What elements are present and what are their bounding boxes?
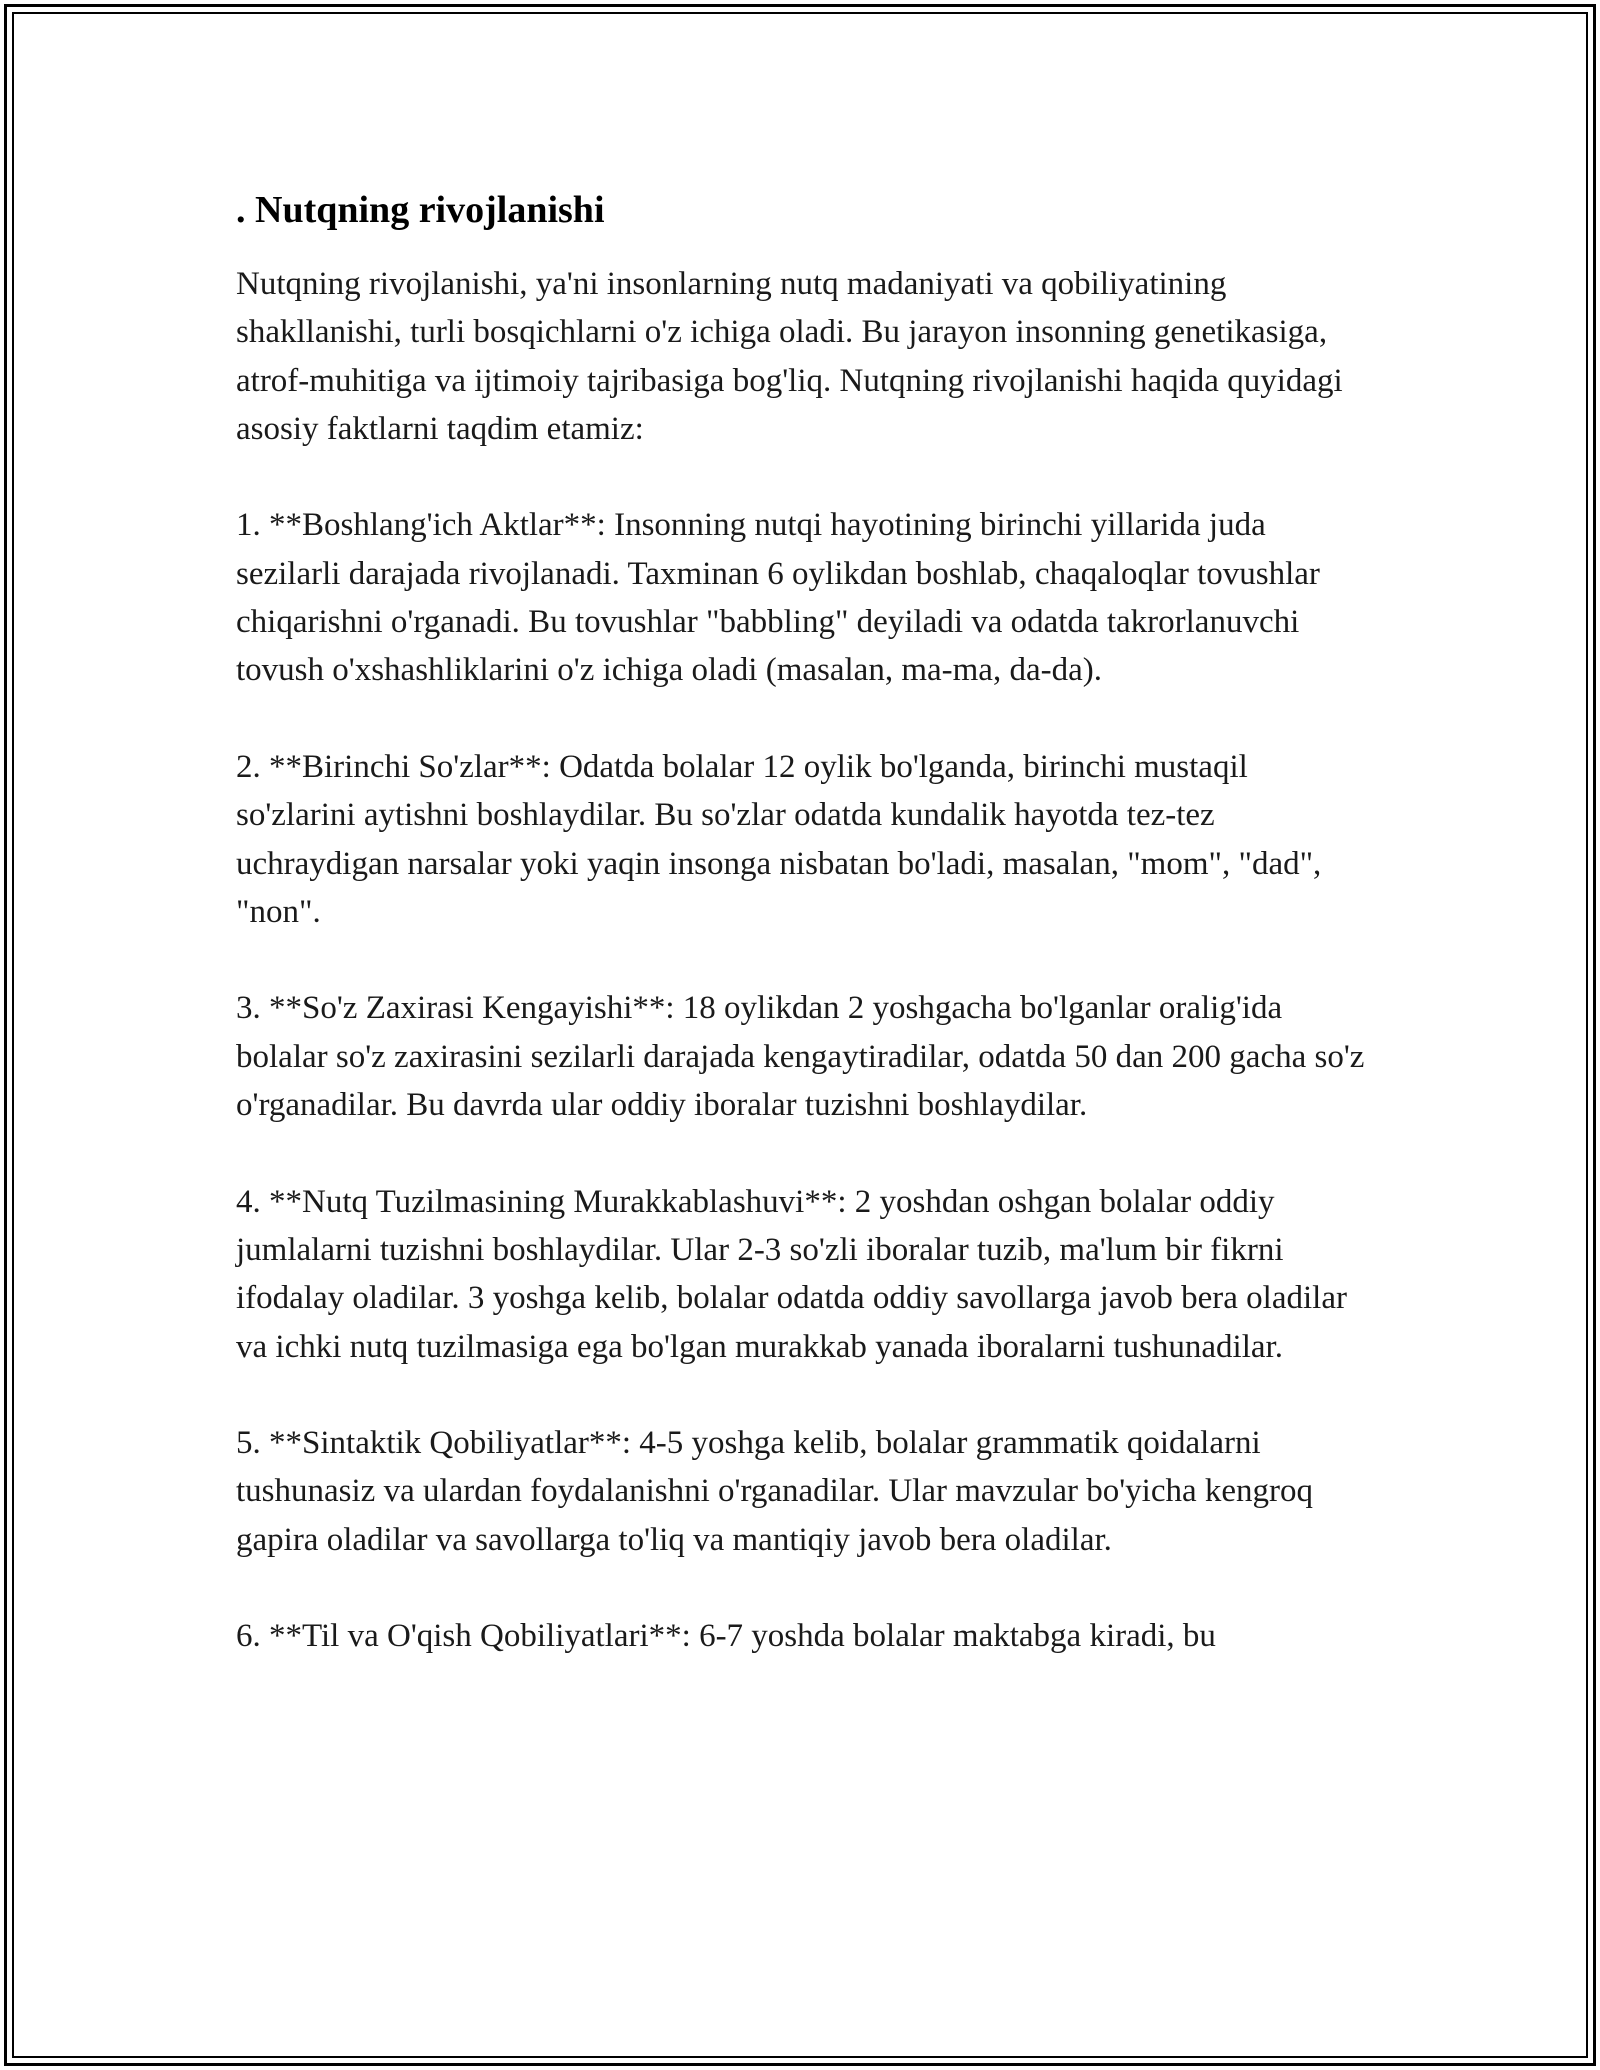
list-item-6: 6. **Til va O'qish Qobiliyatlari**: 6-7 yoshda bolalar maktabga kiradi, bu <box>236 1618 1216 1655</box>
document-body <box>236 186 1366 1709</box>
list-item-1: 1. **Boshlang'ich Aktlar**: Insonning nutqi hayotining birinchi yillarida juda sezilarli darajada rivojlanadi. Taxminan 6 oylikdan boshlab, chaqaloqlar tovushlar chiqarishni o'rganadi. Bu tovushlar "babbling" deyiladi va odatda takrorlanuvchi tovush o'xshashliklarini o'z ichiga oladi (masalan, ma-ma, da-da). <box>236 507 1320 689</box>
intro-paragraph: Nutqning rivojlanishi, ya'ni insonlarning nutq madaniyati va qobiliyatining shakllanishi, turli bosqichlarni o'z ichiga oladi. Bu jarayon insonning genetikasiga, atrof-muhitiga va ijtimoiy tajribasiga bog'liq. Nutqning rivojlanishi haqida quyidagi asosiy faktlarni taqdim etamiz: <box>236 266 1343 447</box>
list-item-5: 5. **Sintaktik Qobiliyatlar**: 4-5 yoshga kelib, bolalar grammatik qoidalarni tushunasiz va ulardan foydalanishni o'rganadilar. Ular mavzular bo'yicha kengroq gapira oladilar va savollarga to'liq va mantiqiy javob bera oladilar. <box>236 1425 1314 1558</box>
document-title: . Nutqning rivojlanishi <box>236 189 605 231</box>
list-item-4: 4. **Nutq Tuzilmasining Murakkablashuvi**: 2 yoshdan oshgan bolalar oddiy jumlalarni tuzishni boshlaydilar. Ular 2-3 so'zli iboralar tuzib, ma'lum bir fikrni ifodalay oladilar. 3 yoshga kelib, bolalar odatda oddiy savollarga javob bera oladilar va ichki nutq tuzilmasiga ega bo'lgan murakkab yanada iboralarni tushunadilar. <box>236 1183 1347 1365</box>
list-item-3: 3. **So'z Zaxirasi Kengayishi**: 18 oylikdan 2 yoshgacha bo'lganlar oralig'ida bolalar so'z zaxirasini sezilarli darajada kengaytiradilar, odatda 50 dan 200 gacha so'z o'rganadilar. Bu davrda ular oddiy iboralar tuzishni boshlaydilar. <box>236 990 1365 1124</box>
list-item-2: 2. **Birinchi So'zlar**: Odatda bolalar 12 oylik bo'lganda, birinchi mustaqil so'zlarini aytishni boshlaydilar. Bu so'zlar odatda kundalik hayotda tez-tez uchraydigan narsalar yoki yaqin insonga nisbatan bo'ladi, masalan, "mom", "dad", "non". <box>236 748 1322 930</box>
